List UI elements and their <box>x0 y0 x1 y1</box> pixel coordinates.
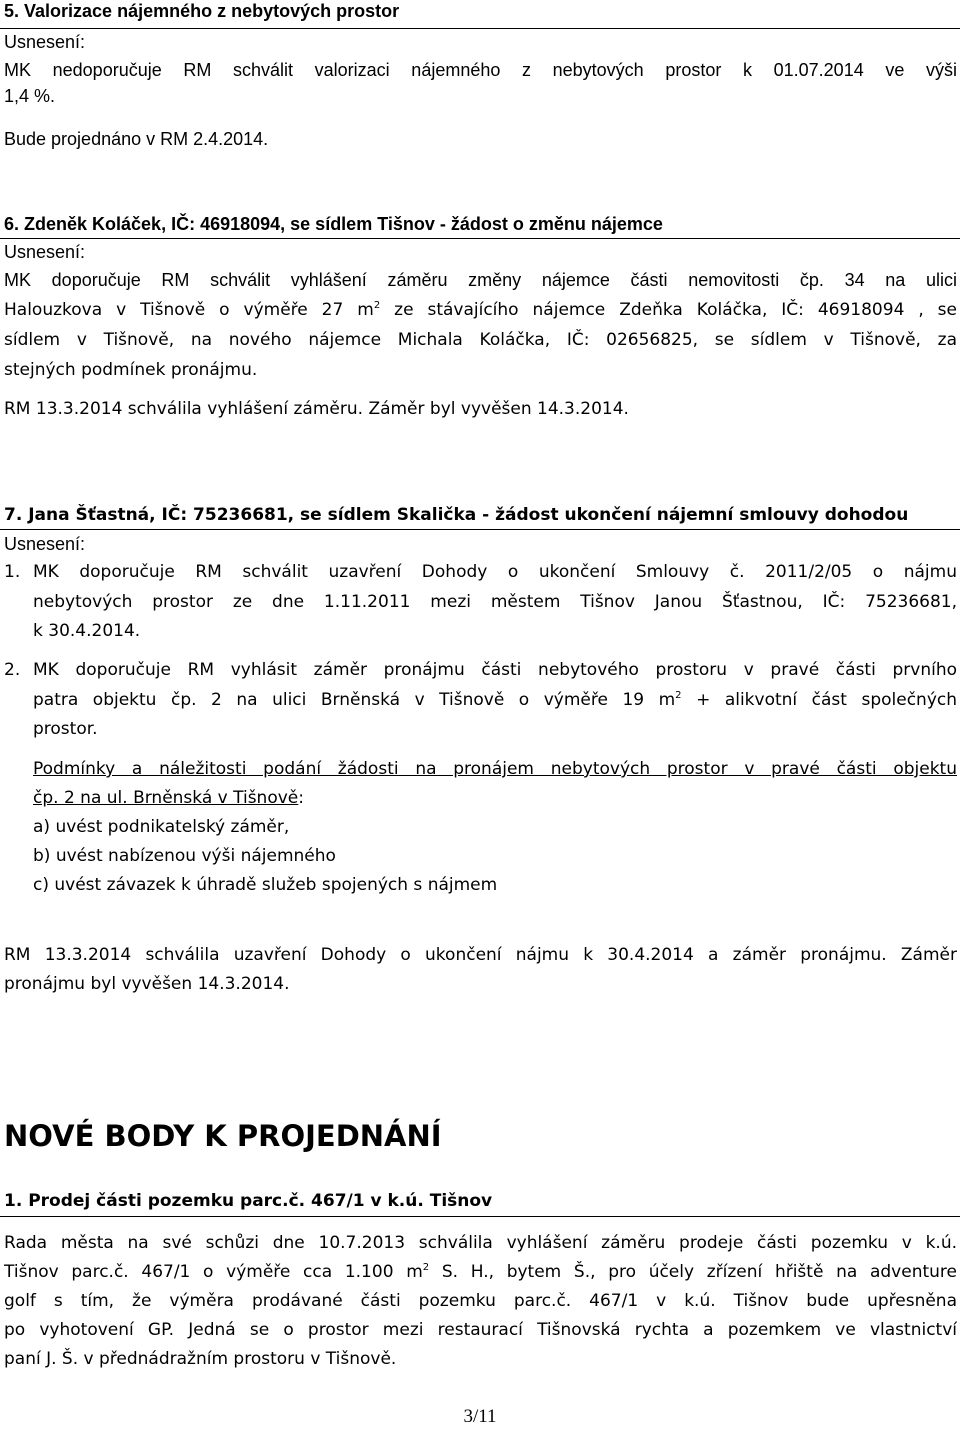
item7-point-1-line-3: k 30.4.2014. <box>33 621 141 641</box>
item6-heading: 6. Zdeněk Koláček, IČ: 46918094, se sídlem Tišnov - žádost o změnu nájemce <box>4 214 663 234</box>
item7-condition-b: b) uvést nabízenou výši nájemného <box>33 846 336 866</box>
item7-point-1-number: 1. <box>4 562 21 582</box>
new-item-1-line-3: golf s tím, že výměra prodávané části pozemku parc.č. 467/1 v k.ú. Tišnov bude upřesněna <box>4 1291 957 1311</box>
item6-line-3: sídlem v Tišnově, na nového nájemce Michala Koláčka, IČ: 02656825, se sídlem v Tišnově, za <box>4 330 957 350</box>
item7-rm-note-line-2: pronájmu byl vyvěšen 14.3.2014. <box>4 974 290 994</box>
new-item-1-area-superscript: 2 <box>422 1262 430 1273</box>
item5-note: Bude projednáno v RM 2.4.2014. <box>4 129 269 149</box>
item7-heading: 7. Jana Šťastná, IČ: 75236681, se sídlem Skalička - žádost ukončení nájemní smlouvy dohodou <box>4 505 909 525</box>
item6-line-2-text-b: ze stávajícího nájemce Zdeňka Koláčka, IČ: 46918094 , se <box>380 300 957 320</box>
item7-point-2-line-2-text-a: patra objektu čp. 2 na ulici Brněnská v Tišnově o výměře 19 m <box>33 690 676 710</box>
item7-rm-note-line-1: RM 13.3.2014 schválila uzavření Dohody o ukončení nájmu k 30.4.2014 a záměr pronájmu. Záměr <box>4 945 957 965</box>
new-items-title: NOVÉ BODY K PROJEDNÁNÍ <box>4 1119 442 1153</box>
item7-point-2-line-2-text-b: + alikvotní část společných <box>681 690 957 710</box>
item7-point-2-line-3: prostor. <box>33 719 98 739</box>
item6-resolution-label: Usnesení: <box>4 242 86 262</box>
item5-heading: 5. Valorizace nájemného z nebytových prostor <box>4 1 400 21</box>
new-item-1-line-1: Rada města na své schůzi dne 10.7.2013 schválila vyhlášení záměru prodeje části pozemku v k.ú. <box>4 1233 957 1253</box>
item7-point-1-line-1: MK doporučuje RM schválit uzavření Dohody o ukončení Smlouvy č. 2011/2/05 o nájmu <box>33 562 957 582</box>
new-item-1-line-5: paní J. Š. v přednádražním prostoru v Tišnově. <box>4 1349 397 1369</box>
item7-conditions-colon: : <box>298 788 304 808</box>
new-item-1-heading-rule <box>0 1216 960 1217</box>
item6-line-2-text-a: Halouzkova v Tišnově o výměře 27 m <box>4 300 374 320</box>
item6-line-1: MK doporučuje RM schválit vyhlášení záměru změny nájemce části nemovitosti čp. 34 na ulici <box>4 270 957 290</box>
item5-resolution-label: Usnesení: <box>4 32 86 52</box>
page-number: 3/11 <box>463 1406 497 1427</box>
item7-point-1-line-2: nebytových prostor ze dne 1.11.2011 mezi městem Tišnov Janou Šťastnou, IČ: 75236681, <box>33 592 957 612</box>
item6-line-4: stejných podmínek pronájmu. <box>4 360 258 380</box>
item7-point-2-number: 2. <box>4 660 21 680</box>
item6-line-2 <box>4 295 957 325</box>
item6-area-superscript: 2 <box>373 300 381 311</box>
item7-resolution-label: Usnesení: <box>4 534 86 554</box>
item7-conditions-line-1: Podmínky a náležitosti podání žádosti na pronájem nebytových prostor v pravé části objektu <box>33 759 957 779</box>
item7-point-2-line-2 <box>33 685 957 715</box>
item5-resolution-line-1: MK nedoporučuje RM schválit valorizaci nájemného z nebytových prostor k 01.07.2014 ve výši <box>4 60 957 80</box>
item7-conditions-line-2 <box>33 783 957 813</box>
new-item-1-heading: 1. Prodej části pozemku parc.č. 467/1 v k.ú. Tišnov <box>4 1191 493 1211</box>
new-item-1-line-2-text-b: S. H., bytem Š., pro účely zřízení hřiště na adventure <box>429 1262 957 1282</box>
item7-conditions-line-2-text: čp. 2 na ul. Brněnská v Tišnově <box>33 788 299 808</box>
item7-condition-c: c) uvést závazek k úhradě služeb spojených s nájmem <box>33 875 498 895</box>
item7-point-2-line-1: MK doporučuje RM vyhlásit záměr pronájmu části nebytového prostoru v pravé části prvního <box>33 660 957 680</box>
new-item-1-line-2 <box>4 1257 957 1287</box>
new-item-1-line-2-text-a: Tišnov parc.č. 467/1 o výměře cca 1.100 m <box>4 1262 423 1282</box>
new-item-1-line-4: po vyhotovení GP. Jedná se o prostor mezi restaurací Tišnovská rychta a pozemkem ve vlastnictví <box>4 1320 957 1340</box>
item7-area-superscript: 2 <box>675 690 682 701</box>
item5-resolution-line-2: 1,4 %. <box>4 86 56 106</box>
item7-condition-a: a) uvést podnikatelský záměr, <box>33 817 290 837</box>
item6-rm-note: RM 13.3.2014 schválila vyhlášení záměru. Záměr byl vyvěšen 14.3.2014. <box>4 399 629 419</box>
